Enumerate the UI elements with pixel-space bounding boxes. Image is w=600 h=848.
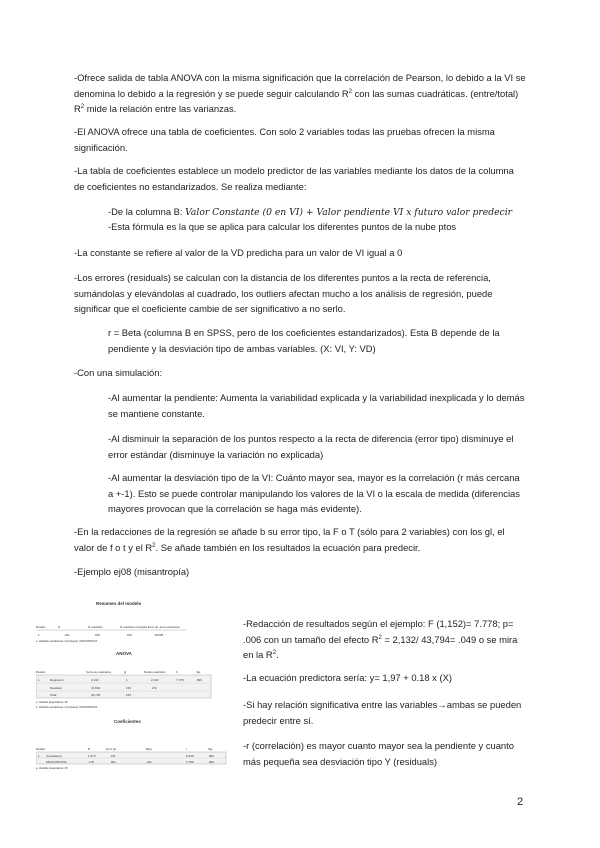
paragraph-coefficients-table: -El ANOVA ofrece una tabla de coeficientes. Con solo 2 variables todas las pruebas ofrecen la misma significación. (74, 126, 495, 153)
t3-r2-4: .221 (146, 760, 152, 764)
t3-col-6: Sig. (208, 747, 213, 751)
t3-col-5: t (186, 747, 187, 751)
t3-r2-1: MISANTROPIA (46, 760, 67, 764)
page-number: 2 (517, 796, 524, 808)
spss-output-tables (36, 598, 236, 770)
t2-r1-1: Regresión (50, 678, 64, 682)
t2-r1-6: .006 (196, 678, 202, 682)
t3-col-2: B (88, 747, 90, 751)
t2-col-3: gl (124, 670, 127, 674)
t2-r2-2: 41,662 (91, 686, 101, 690)
paragraph-predictor-model: -La tabla de coeficientes establece un modelo predictor de las variables mediante los datos de la columna de coeficientes no estandarizados. Se realiza mediante: (74, 165, 514, 192)
t3-r2-3: .064 (110, 760, 116, 764)
t3-col-4: Beta (146, 747, 152, 751)
paragraph-formula-note: -Esta fórmula es la que se aplica para calcular los diferentes puntos de la nube ptos (108, 221, 457, 232)
t2-r3-2: 43,794 (91, 693, 101, 697)
t2-r3-3: 153 (126, 693, 132, 697)
paragraph-reporting: -En la redacciones de la regresión se añade b su error tipo, la F o T (sólo para 2 variables) con los gl, el valor de f o t y el $R^2$. Se añade también en los resultados la ecuación para predecir. (74, 526, 505, 553)
t1-col-0: Modelo (36, 625, 46, 629)
predictor-equation: -La ecuación predictora sería: y= 1,97 + 0.18 x (X) (243, 672, 452, 683)
significant-relation: -Si hay relación significativa entre las variables→ambas se pueden predecir entre sí. (243, 699, 522, 726)
t3-r1-3: .211 (110, 754, 116, 758)
t1-val-0: 1 (38, 633, 40, 637)
coefficients-title: Coeficientes (114, 719, 141, 724)
t2-r3-1: Total (50, 693, 57, 697)
results-report: -Redacción de resultados según el ejemplo: F (1,152)= 7.778; p= .006 con un tamaño del efecto $R^2 = 2,132/$ 43,794= .049 o se mira en la $R^2$. (243, 618, 518, 660)
t2-note2: b. Variables predictoras: (Constante), MISANTROPIA (36, 706, 98, 709)
t3-note: a. Variable dependiente: Z5 (36, 767, 68, 770)
regression-formula: Valor Constante (0 en VI) + Valor pendiente VI x futuro valor predecir (185, 207, 513, 218)
t2-note1: a. Variable dependiente: Z5 (36, 701, 68, 704)
t2-r2-1: Residual (50, 686, 62, 690)
t1-col-1: R (58, 625, 61, 629)
paragraph-std-deviation: -Al aumentar la desviación tipo de la VI: Cuánto mayor sea, mayor es la correlación (r más cercana a +-1). Esto se puede controlar manipulando los valores de la VI o la escala de medida (diferencias mayores provocan que la correlación se haga más evidente). (108, 472, 520, 514)
t3-r1-6: .000 (208, 754, 214, 758)
t2-r1-2: 2,132 (91, 678, 99, 682)
paragraph-residuals: -Los errores (residuals) se calculan con la distancia de los diferentes puntos a la recta de referencia, sumándolas y elevándolas al cuadrado, los outliers afectan mucho a los análisis de regresión, puede significar que el coeficiente cambie de ser significativo a no serlo. (74, 272, 493, 314)
t3-col-3: Error típ. (106, 747, 117, 751)
t1-val-1: .221 (64, 633, 70, 637)
paragraph-anova-output: -Ofrece salida de tabla ANOVA con la misma significación que la correlación de Pearson, lo debido a la VI se denomina lo debido a la regresión y se puede seguir calculando $R^2$ con las sumas cuadráticas. (entre/total) $R^2$ mide la relación entre las varianzas. (74, 72, 526, 114)
t3-r2-6: .006 (208, 760, 214, 764)
paragraph-beta: r = Beta (columna B en SPSS, pero de los coeficientes estandarizados). Esta B depende de la pendiente y la desviación tipo de ambas variables. (X: VI, Y: VD) (108, 327, 500, 354)
t1-col-4: Error típ. de la estimación (148, 625, 180, 629)
anova-title: ANOVA (116, 651, 132, 656)
t2-col-6: Sig. (196, 670, 201, 674)
t1-val-3: .043 (126, 633, 132, 637)
t1-val-2: .049 (94, 633, 100, 637)
t1-col-3: R cuadrado corregida (120, 625, 147, 629)
t3-r1-1: (Constante) (46, 754, 62, 758)
paragraph-formula: -De la columna B: Valor Constante (0 en VI) + Valor pendiente VI x futuro valor predecir (108, 206, 513, 218)
paragraph-slope: -Al aumentar la pendiente: Aumenta la variabilidad explicada y la variabilidad inexplicada y lo demás se mantiene constante. (108, 392, 525, 419)
paragraph-simulation: -Con una simulación: (74, 367, 163, 378)
t2-col-0: Modelo (36, 670, 46, 674)
t2-col-2: Suma de cuadrados (86, 670, 112, 674)
t2-col-4: Media cuadrática (144, 670, 166, 674)
correlation-note: -r (correlación) es mayor cuanto mayor sea la pendiente y cuanto más pequeña sea desviación tipo Y (residuals) (243, 740, 514, 767)
paragraph-separation: -Al disminuir la separación de los puntos respecto a la recta de diferencia (error tipo) disminuye el error estándar (disminuye la variación no explicada) (108, 433, 514, 460)
t2-r1-5: 7,778 (176, 678, 184, 682)
t1-col-2: R cuadrado (88, 625, 103, 629)
paragraph-example: -Ejemplo ej08 (misantropía) (74, 566, 190, 577)
paragraph-constant: -La constante se refiere al valor de la VD predicha para un valor de VI igual a 0 (74, 247, 403, 258)
t1-note: a. Variables predictoras: (Constante), MISANTROPIA (36, 640, 98, 643)
t2-r1-3: 1 (126, 678, 128, 682)
t2-r1-0: 1 (38, 678, 40, 682)
t2-col-5: F (176, 670, 178, 674)
t3-r1-5: 9,336 (186, 754, 194, 758)
t1-val-4: .52305 (154, 633, 164, 637)
t2-r2-3: 152 (126, 686, 132, 690)
t2-r2-4: .274 (151, 686, 157, 690)
model-summary-title: Resumen del modelo (96, 601, 142, 606)
t3-col-0: Modelo (36, 747, 46, 751)
t3-r2-2: .178 (88, 760, 94, 764)
t3-r1-2: 1,970 (88, 754, 96, 758)
t3-r2-5: 2,789 (186, 760, 194, 764)
t3-r1-0: 1 (38, 754, 40, 758)
t2-r1-4: 2,132 (151, 678, 159, 682)
